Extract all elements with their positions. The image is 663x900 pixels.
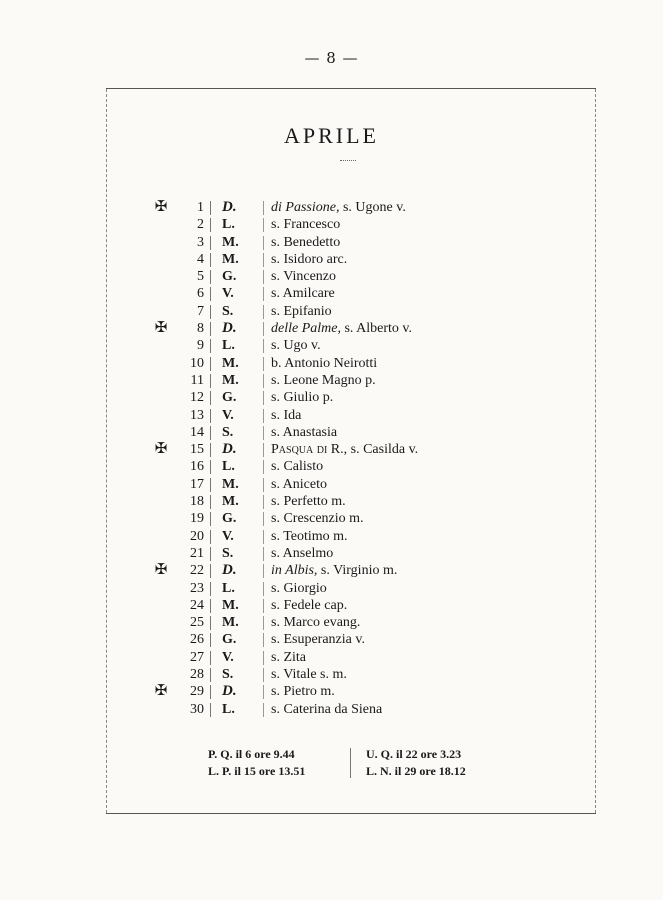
weekday-abbr: M. [222,476,239,492]
day-number: 1 [197,200,204,215]
saint-name [271,580,327,597]
column-divider [210,322,211,336]
column-divider [210,547,211,561]
saint-text: s. Casilda v. [347,442,419,458]
column-divider [210,270,211,284]
saint-text: s. Virginio m. [317,563,398,579]
saint-name [271,528,348,545]
saint-name [271,441,418,458]
column-divider [210,651,211,665]
day-number: 22 [190,563,204,579]
saint-text: s. Isidoro arc. [271,251,348,267]
moon-phase-entry: U. Q. il 22 ore 3.23 [366,747,462,761]
column-divider [210,426,211,440]
maltese-cross-icon: ✠ [154,320,168,337]
day-row [0,337,663,354]
column-divider [263,685,264,699]
saint-text: s. Giorgio [271,580,327,596]
saint-text: s. Anastasia [271,424,338,440]
saint-text: s. Ugone v. [339,200,406,215]
column-divider [263,409,264,423]
saint-name [271,268,336,285]
day-row [0,562,663,579]
weekday-abbr: D. [222,683,237,700]
day-row [0,614,663,631]
saint-name [271,389,333,406]
saint-name [271,320,412,337]
saint-name [271,216,340,233]
day-row [0,666,663,683]
day-number: 8 [197,321,204,337]
day-number: 2 [197,217,204,233]
column-divider [210,530,211,544]
saint-text: s. Perfetto m. [271,494,346,510]
weekday-abbr: G. [222,390,237,406]
weekday-abbr: G. [222,511,237,527]
saint-text: s. Calisto [271,459,324,475]
column-divider [210,478,211,492]
column-divider [263,651,264,665]
column-divider [210,460,211,474]
day-row [0,701,663,718]
maltese-cross-icon: ✠ [154,683,168,700]
column-divider [263,201,264,215]
day-number: 3 [197,234,204,250]
day-number: 23 [190,580,204,596]
weekday-abbr: V. [222,286,234,302]
moon-phase-entry: P. Q. il 6 ore 9.44 [208,747,295,761]
moon-phases-divider [350,748,351,778]
weekday-abbr: D. [222,562,237,579]
day-row [0,493,663,510]
month-title: APRILE [284,123,379,148]
column-divider [210,703,211,717]
column-divider [210,582,211,596]
column-divider [263,530,264,544]
column-divider [210,409,211,423]
column-divider [210,668,211,682]
saint-name [271,545,333,562]
column-divider [263,512,264,526]
saint-text: s. Benedetto [271,234,341,250]
day-number: 21 [190,545,204,561]
day-row [0,683,663,700]
day-row [0,199,663,216]
saint-text: s. Crescenzio m. [271,511,364,527]
saint-name [271,614,360,631]
column-divider [263,633,264,647]
day-row [0,545,663,562]
saint-name [271,649,306,666]
day-row [0,268,663,285]
column-divider [210,201,211,215]
saint-name [271,666,347,683]
column-divider [210,633,211,647]
column-divider [263,253,264,267]
day-number: 16 [190,459,204,475]
day-row [0,355,663,372]
title-divider [340,160,356,161]
column-divider [210,357,211,371]
page-number: — 8 — [304,49,359,67]
day-number: 26 [190,632,204,648]
column-divider [210,374,211,388]
day-number: 25 [190,615,204,631]
maltese-cross-icon: ✠ [154,562,168,579]
moon-phases-right [366,746,466,780]
weekday-abbr: D. [222,320,237,337]
saint-name [271,355,377,372]
saint-text: s. Pietro m. [271,684,335,700]
saint-name [271,476,327,493]
saint-text: s. Francesco [271,217,341,233]
column-divider [210,236,211,250]
column-divider [263,357,264,371]
day-number: 13 [190,407,204,423]
saint-text: s. Marco evang. [271,615,361,631]
saint-name [271,285,335,302]
maltese-cross-icon: ✠ [154,441,168,458]
saint-name [271,251,347,268]
column-divider [263,287,264,301]
day-number: 5 [197,269,204,285]
saint-text: s. Vincenzo [271,269,336,285]
day-row [0,407,663,424]
day-number: 30 [190,701,204,717]
day-number: 29 [190,684,204,700]
column-divider [263,547,264,561]
liturgical-title: in Albis, [271,563,318,579]
saint-text: s. Teotimo m. [271,528,348,544]
saint-name [271,683,335,700]
saint-text: s. Ida [271,407,302,423]
day-number: 20 [190,528,204,544]
column-divider [263,564,264,578]
day-row [0,303,663,320]
day-number: 19 [190,511,204,527]
saint-name [271,458,323,475]
day-row [0,424,663,441]
day-row [0,251,663,268]
column-divider [210,564,211,578]
day-row [0,597,663,614]
saint-text: s. Epifanio [271,303,332,319]
day-number: 24 [190,597,204,613]
day-row [0,372,663,389]
weekday-abbr: M. [222,615,239,631]
day-number: 6 [197,286,204,302]
saint-name [271,407,301,424]
saint-text: s. Caterina da Siena [271,701,383,717]
moon-phase-entry: L. N. il 29 ore 18.12 [366,764,466,778]
saint-text: s. Fedele cap. [271,597,348,613]
weekday-abbr: S. [222,424,234,440]
day-row [0,649,663,666]
day-number: 14 [190,424,204,440]
day-row [0,476,663,493]
saint-name [271,701,382,718]
day-number: 7 [197,303,204,319]
saint-name [271,597,347,614]
saint-name [271,562,397,579]
column-divider [210,443,211,457]
day-row [0,285,663,302]
day-number: 4 [197,251,204,267]
column-divider [263,460,264,474]
day-row [0,528,663,545]
column-divider [263,374,264,388]
day-row [0,234,663,251]
weekday-abbr: L. [222,580,235,596]
saint-text: s. Aniceto [271,476,327,492]
column-divider [210,685,211,699]
weekday-abbr: M. [222,251,239,267]
day-number: 9 [197,338,204,354]
weekday-abbr: V. [222,649,234,665]
weekday-abbr: M. [222,597,239,613]
column-divider [210,218,211,232]
column-divider [263,270,264,284]
column-divider [210,599,211,613]
column-divider [210,253,211,267]
column-divider [263,391,264,405]
day-number: 27 [190,649,204,665]
saint-name [271,424,337,441]
saint-text: b. Antonio Neirotti [271,355,378,371]
day-number: 15 [190,442,204,458]
day-number: 11 [190,372,204,388]
weekday-abbr: V. [222,528,234,544]
day-row [0,216,663,233]
weekday-abbr: L. [222,338,235,354]
weekday-abbr: V. [222,407,234,423]
day-row [0,320,663,337]
column-divider [263,582,264,596]
weekday-abbr: G. [222,269,237,285]
saint-text: s. Ugo v. [271,338,321,354]
column-divider [210,339,211,353]
liturgical-title: delle Palme, [271,321,341,337]
column-divider [210,512,211,526]
column-divider [263,339,264,353]
column-divider [210,495,211,509]
day-row [0,389,663,406]
liturgical-title: di Passione, [271,200,340,215]
weekday-abbr: S. [222,545,234,561]
weekday-abbr: D. [222,441,237,458]
weekday-abbr: S. [222,667,234,683]
column-divider [263,218,264,232]
column-divider [263,236,264,250]
saint-name [271,303,332,320]
day-number: 12 [190,390,204,406]
saint-name [271,337,321,354]
saint-text: s. Leone Magno p. [271,372,376,388]
column-divider [210,391,211,405]
saint-name [271,493,346,510]
saint-name [271,631,365,648]
day-list [0,199,663,718]
saint-text: s. Anselmo [271,545,334,561]
saint-text: s. Giulio p. [271,390,334,406]
saint-name [271,199,406,216]
column-divider [263,478,264,492]
saint-text: s. Alberto v. [340,321,413,337]
column-divider [263,616,264,630]
column-divider [210,616,211,630]
saint-text: s. Esuperanzia v. [271,632,365,648]
column-divider [263,322,264,336]
day-number: 17 [190,476,204,492]
day-row [0,580,663,597]
weekday-abbr: M. [222,355,239,371]
saint-name [271,234,340,251]
saint-name [271,372,376,389]
column-divider [263,443,264,457]
weekday-abbr: M. [222,234,239,250]
saint-text: s. Vitale s. m. [271,667,347,683]
weekday-abbr: S. [222,303,234,319]
saint-text: s. Amilcare [271,286,335,302]
column-divider [263,703,264,717]
moon-phase-entry: L. P. il 15 ore 13.51 [208,764,306,778]
weekday-abbr: M. [222,372,239,388]
weekday-abbr: L. [222,701,235,717]
moon-phases-left [208,746,305,780]
day-number: 10 [190,355,204,371]
column-divider [263,599,264,613]
liturgical-title: Pasqua di R., [271,442,348,458]
day-row [0,510,663,527]
day-number: 28 [190,667,204,683]
day-row [0,441,663,458]
column-divider [263,305,264,319]
saint-text: s. Zita [271,649,306,665]
column-divider [210,305,211,319]
day-number: 18 [190,494,204,510]
weekday-abbr: L. [222,459,235,475]
column-divider [263,668,264,682]
weekday-abbr: L. [222,217,235,233]
column-divider [263,426,264,440]
day-row [0,458,663,475]
column-divider [210,287,211,301]
column-divider [263,495,264,509]
maltese-cross-icon: ✠ [154,199,168,215]
day-row [0,631,663,648]
weekday-abbr: D. [222,199,237,215]
weekday-abbr: G. [222,632,237,648]
weekday-abbr: M. [222,494,239,510]
saint-name [271,510,364,527]
